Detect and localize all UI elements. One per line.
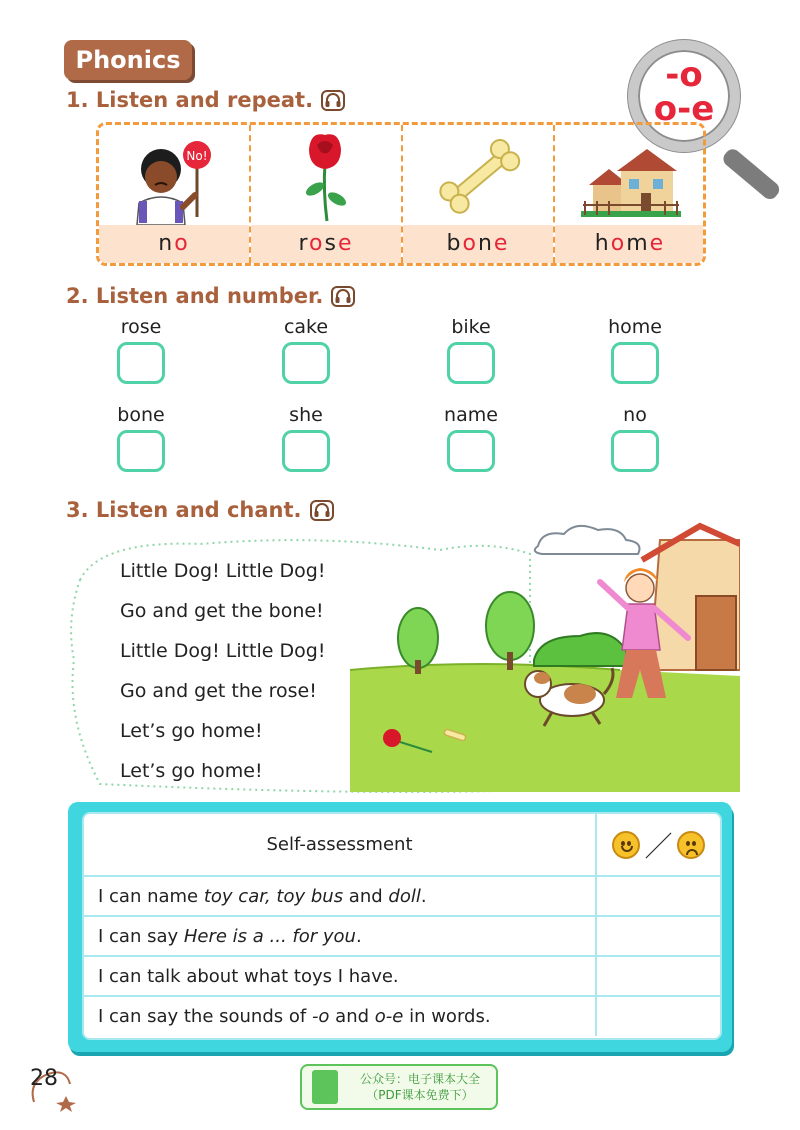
- self-assessment-title: Self-assessment: [84, 814, 596, 876]
- section-title-text: 1. Listen and repeat.: [66, 88, 314, 112]
- smiley-face-icon: [612, 831, 640, 859]
- repeat-item-no[interactable]: [99, 125, 251, 263]
- self-assessment-table: [84, 814, 720, 1036]
- rating-cell[interactable]: [596, 996, 720, 1036]
- house-illustration: [555, 125, 705, 229]
- number-item: [261, 316, 351, 384]
- bone-illustration: [403, 125, 553, 229]
- number-answer-box[interactable]: [611, 430, 659, 472]
- number-word: bone: [117, 404, 165, 426]
- rating-cell[interactable]: [596, 956, 720, 996]
- section-listen-repeat: [66, 88, 345, 112]
- number-item: [96, 404, 186, 472]
- watermark-line2: （PDF课本免费下）: [366, 1088, 474, 1102]
- number-answer-box[interactable]: [447, 430, 495, 472]
- rating-cell[interactable]: [596, 876, 720, 916]
- number-answer-box[interactable]: [611, 342, 659, 384]
- phonics-tag: Phonics: [64, 40, 192, 80]
- assessment-statement: I can say the sounds of -o and o-e in words.: [98, 1006, 491, 1027]
- number-word: name: [444, 404, 498, 426]
- assessment-row: [84, 996, 720, 1036]
- watermark-line1: 公众号：电子课本大全: [359, 1072, 480, 1086]
- chant-line: Little Dog! Little Dog!: [120, 560, 326, 582]
- number-word: no: [623, 404, 647, 426]
- repeat-word: home: [555, 225, 705, 263]
- number-answer-box[interactable]: [282, 342, 330, 384]
- chant-line: Little Dog! Little Dog!: [120, 640, 326, 662]
- slash-separator: ／: [644, 829, 673, 863]
- number-item: [96, 316, 186, 384]
- assessment-statement: I can talk about what toys I have.: [84, 956, 596, 996]
- number-answer-box[interactable]: [117, 430, 165, 472]
- assessment-row: [84, 956, 720, 996]
- number-item: [590, 316, 680, 384]
- number-item: [261, 404, 351, 472]
- number-item: [426, 316, 516, 384]
- sad-face-icon: [677, 831, 705, 859]
- headphone-icon[interactable]: [310, 499, 334, 521]
- boy-with-no-sign-illustration: [99, 125, 249, 229]
- section-listen-number: [66, 284, 355, 308]
- assessment-statement: I can say Here is a ... for you.: [84, 916, 596, 956]
- assessment-statement: I can name toy car, toy bus and doll.: [84, 876, 596, 916]
- repeat-item-rose[interactable]: [251, 125, 403, 263]
- chant-text: [120, 558, 325, 798]
- assessment-row: [84, 916, 720, 956]
- repeat-word: rose: [251, 225, 401, 263]
- repeat-item-bone[interactable]: [403, 125, 555, 263]
- chant-line: Let’s go home!: [120, 720, 263, 742]
- no-sign-text: No!: [186, 149, 208, 163]
- headphone-icon[interactable]: [331, 285, 355, 307]
- number-word: bike: [451, 316, 491, 338]
- section-title-text: 2. Listen and number.: [66, 284, 324, 308]
- number-item: [426, 404, 516, 472]
- chant-line: Go and get the bone!: [120, 600, 324, 622]
- chant-line: Let’s go home!: [120, 760, 263, 782]
- magnifier-text-oe: o-e: [653, 89, 715, 129]
- number-word: cake: [283, 316, 329, 338]
- watermark-badge: [300, 1064, 498, 1110]
- number-answer-box[interactable]: [117, 342, 165, 384]
- chant-panel: [60, 520, 740, 800]
- number-word: she: [289, 404, 323, 426]
- rose-illustration: [251, 125, 401, 229]
- repeat-word: no: [99, 225, 249, 263]
- self-assessment-panel: [68, 802, 732, 1052]
- number-answer-box[interactable]: [282, 430, 330, 472]
- page-number: 28: [30, 1066, 58, 1091]
- rating-cell[interactable]: [596, 916, 720, 956]
- headphone-icon[interactable]: [321, 89, 345, 111]
- section-title-text: 3. Listen and chant.: [66, 498, 302, 522]
- assessment-row: [84, 876, 720, 916]
- number-word: rose: [120, 316, 162, 338]
- repeat-item-home[interactable]: [555, 125, 705, 263]
- rating-header: [596, 814, 720, 876]
- chant-line: Go and get the rose!: [120, 680, 317, 702]
- number-answer-box[interactable]: [447, 342, 495, 384]
- number-word: home: [608, 316, 662, 338]
- repeat-word: bone: [403, 225, 553, 263]
- listen-repeat-panel: [96, 122, 706, 266]
- book-icon: [312, 1070, 338, 1104]
- number-item: [590, 404, 680, 472]
- magnifier-text-o: -o: [665, 55, 703, 95]
- section-listen-chant: [66, 498, 334, 522]
